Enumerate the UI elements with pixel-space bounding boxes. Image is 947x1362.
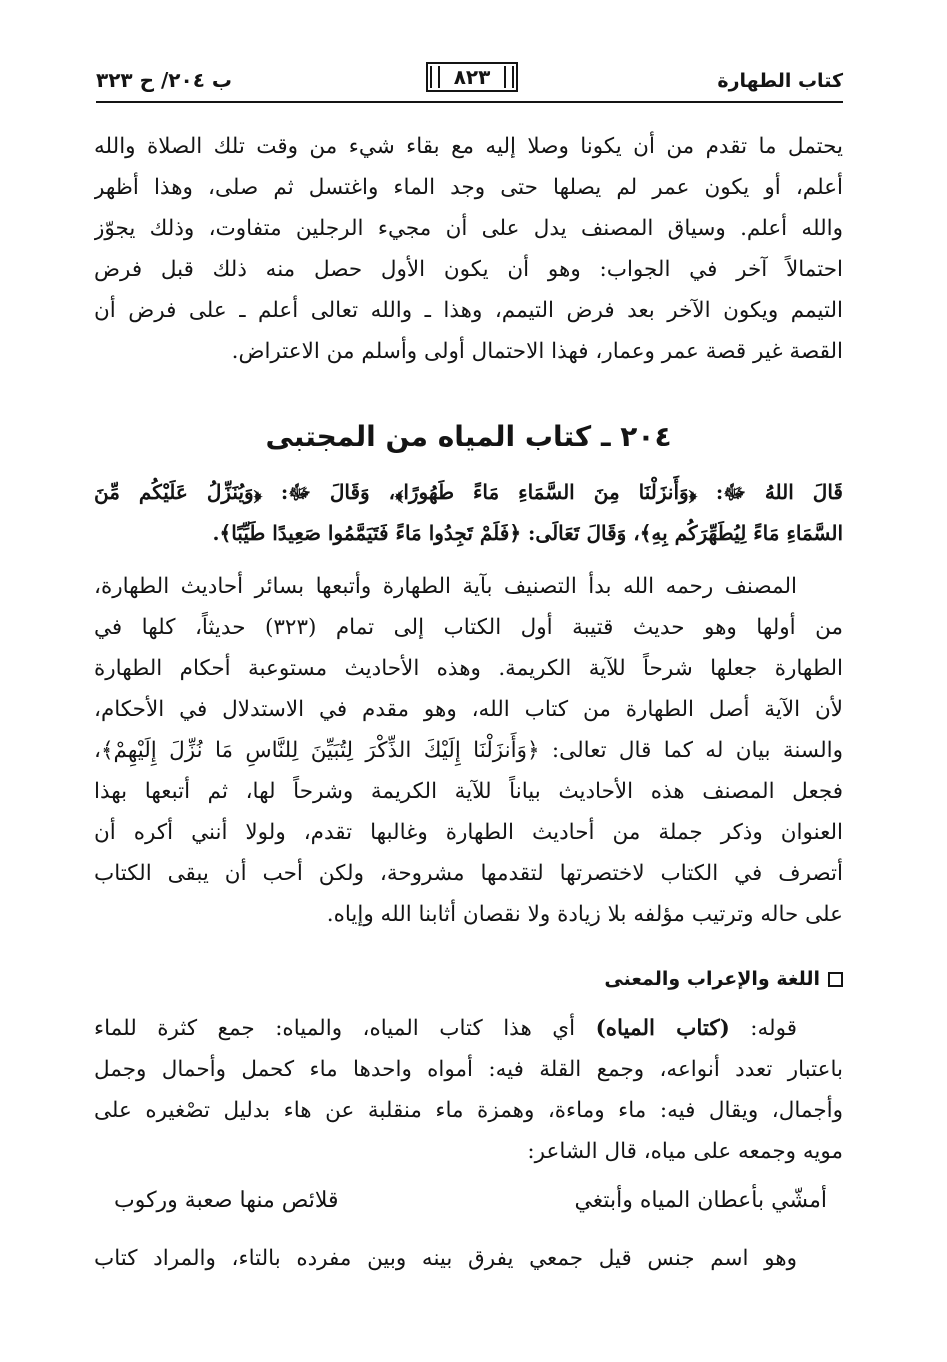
paragraph-explanation	[94, 566, 843, 935]
paragraph-linguistics	[94, 1008, 843, 1172]
page-number: ٨٢٣	[426, 62, 518, 92]
verse-line: السَّمَاءِ مَاءً لِيُطَهِّرَكُم بِهِ﴾، وَقَالَ تَعَالَى: ﴿فَلَمْ تَجِدُوا مَاءً فَتَيَمَّمُوا صَعِيدًا طَيِّبًا﴾.	[212, 521, 843, 545]
square-bullet-icon	[828, 972, 843, 987]
verse-line: قَالَ اللهُ ﷻ: ﴿وَأَنزَلْنَا مِنَ السَّمَاءِ مَاءً طَهُورًا﴾، وَقَالَ ﷻ: ﴿وَيُنَزِّلُ عَلَيْكُم مِّنَ	[94, 480, 843, 504]
text-line: فجعل المصنف هذه الأحاديث بياناً للآية الكريمة وشرحاً لها، ثم أتبعها بهذا	[94, 779, 843, 804]
text-line: من أولها وهو حديث قتيبة أول الكتاب إلى تمام (٣٢٣) حديثاً، كلها في	[94, 615, 843, 640]
running-title: كتاب الطهارة	[717, 70, 843, 92]
text-line	[94, 1008, 843, 1049]
text-lead: قوله:	[729, 1016, 797, 1041]
poem-first-hemistich: أمشّي بأعطان المياه وأبتغي	[574, 1188, 827, 1213]
paragraph-commentary	[94, 126, 843, 372]
text-line: التيمم ويكون الآخر بعد فرض التيمم، وهذا ـ والله تعالى أعلم ـ على فرض أن	[94, 298, 843, 323]
text-line: المصنف رحمه الله بدأ التصنيف بآية الطهارة وأتبعها بسائر أحاديث الطهارة،	[94, 574, 797, 599]
page-header	[96, 58, 843, 98]
running-reference: ب ٢٠٤/ ح ٣٢٣	[96, 68, 232, 92]
text-line: أتصرف في الكتاب لاختصرتها لتقدمها مشروحة، ولكن أحب أن يبقى الكتاب	[94, 861, 843, 886]
text-line: احتمالاً آخر في الجواب: وهو أن يكون الأول حصل منه ذلك قبل فرض	[94, 257, 843, 282]
text-line: وأجمال، ويقال فيه: ماء وماءة، وهمزة ماء منقلبة عن هاء بدليل تصْغيره على	[94, 1098, 843, 1123]
text-line: يحتمل ما تقدم من أن يكونا وصلا إليه مع بقاء شيء من وقت تلك الصلاة والله	[94, 134, 843, 159]
text-line: أعلم، أو يكون عمر لم يصلها حتى وجد الماء واغتسل ثم صلى، وهذا أظهر	[94, 175, 843, 200]
section-heading-text: اللغة والإعراب والمعنى	[604, 968, 820, 990]
header-rule	[96, 101, 843, 103]
quranic-verses	[94, 472, 843, 554]
poem-verse	[104, 1188, 827, 1228]
text-line: على حاله وترتيب مؤلفه بلا زيادة ولا نقصان أثابنا الله وإياه.	[326, 902, 843, 927]
text-line: باعتبار تعدد أنواعه، وجمع القلة فيه: أمواه واحدها ماء كحمل وأحمال وجمل	[94, 1057, 843, 1082]
text-line: لأن الآية أصل الطهارة من كتاب الله، وهو مقدم في الاستدلال في الأحكام،	[94, 697, 843, 722]
text-rest: أي هذا كتاب المياه، والمياه: جمع كثرة للماء	[94, 1016, 596, 1041]
chapter-title: ٢٠٤ ـ كتاب المياه من المجتبى	[265, 420, 672, 453]
text-line: القصة غير قصة عمر وعمار، فهذا الاحتمال أولى وأسلم من الاعتراض.	[231, 339, 843, 364]
paragraph-continuation	[94, 1238, 843, 1279]
bold-term: (كتاب المياه)	[595, 1016, 730, 1041]
text-line: الطهارة جعلها شرحاً للآية الكريمة. وهذه الأحاديث مستوعبة أحكام الطهارة	[94, 656, 843, 681]
text-line: والسنة بيان له كما قال تعالى: ﴿وَأَنزَلْنَا إِلَيْكَ الذِّكْرَ لِتُبَيِّنَ لِلنَّاسِ مَا نُزِّلَ إِلَيْهِمْ﴾،	[94, 738, 843, 763]
text-line: والله أعلم. وسياق المصنف يدل على أن مجيء الرجلين متفاوت، وذلك يجوّز	[94, 216, 843, 241]
text-line: وهو اسم جنس قيل جمعي يفرق بينه وبين مفرده بالتاء، والمراد كتاب	[94, 1246, 797, 1271]
section-heading	[604, 968, 843, 990]
text-line: مويه وجمعه على مياه، قال الشاعر:	[527, 1139, 843, 1164]
text-line: العنوان وذكر جملة من أحاديث الطهارة وغالبها تقدم، ولولا أنني أكره أن	[94, 820, 843, 845]
poem-second-hemistich: قلائص منها صعبة وركوب	[114, 1188, 339, 1213]
